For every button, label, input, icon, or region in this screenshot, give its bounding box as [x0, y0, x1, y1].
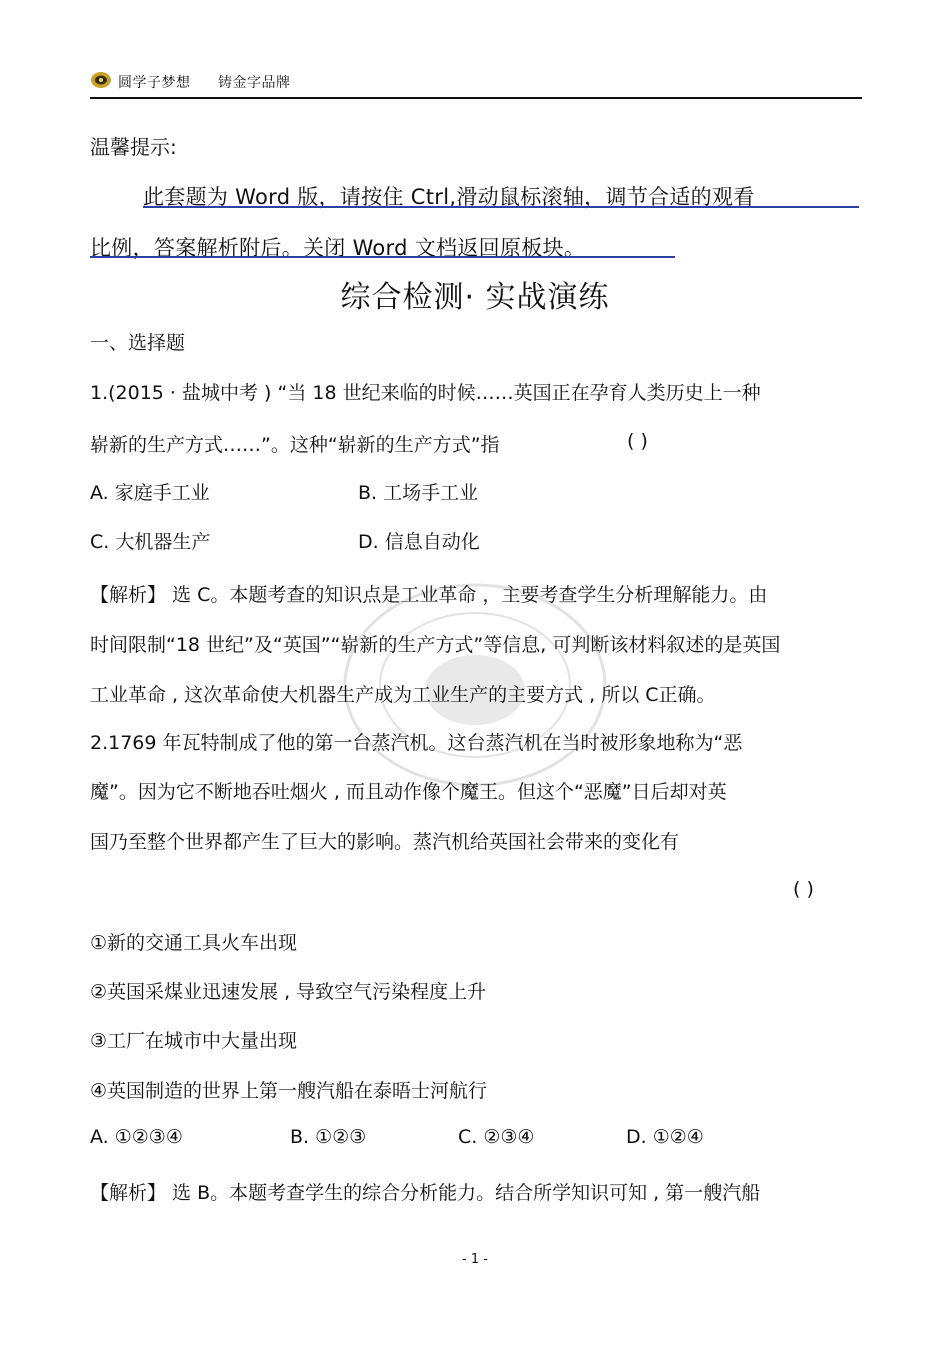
brand-logo-icon	[90, 71, 112, 89]
page-number: - 1 -	[462, 1252, 488, 1267]
header-divider	[90, 97, 862, 99]
tip-line-2: 比例，答案解析附后。关闭 Word 文档返回原板块。	[90, 236, 586, 260]
q1-option-b: B. 工场手工业	[358, 482, 479, 504]
q2-option-d: D. ①②④	[626, 1126, 704, 1148]
q1-stem-line-2: 崭新的生产方式……”。这种“崭新的生产方式”指	[90, 434, 500, 456]
q1-analysis-line-1: 【解析】 选 C。本题考查的知识点是工业革命 ，主要考查学生分析理解能力。由	[90, 584, 768, 606]
section-title: 一、选择题	[90, 332, 186, 354]
tip-line-1: 此套题为 Word 版，请按住 Ctrl,滑动鼠标滚轴，调节合适的观看	[143, 185, 755, 209]
q2-item-4: ④英国制造的世界上第一艘汽船在泰晤士河航行	[90, 1080, 488, 1102]
q1-option-d: D. 信息自动化	[358, 531, 480, 553]
q1-analysis-line-2: 时间限制“18 世纪”及“英国”“崭新的生产方式”等信息, 可判断该材料叙述的是英国	[90, 634, 781, 656]
q1-stem-line-1: 1.(2015 · 盐城中考 ) “当 18 世纪来临的时候……英国正在孕育人类历史上一种	[90, 382, 761, 404]
q2-item-3: ③工厂在城市中大量出现	[90, 1030, 298, 1052]
q2-option-c: C. ②③④	[458, 1126, 535, 1148]
q1-option-c: C. 大机器生产	[90, 531, 211, 553]
q2-option-b: B. ①②③	[290, 1126, 367, 1148]
header-brand: 圆学子梦想	[118, 75, 191, 91]
q2-answer-blank: ( )	[793, 878, 814, 900]
q1-option-a: A. 家庭手工业	[90, 482, 210, 504]
q2-stem-line-1: 2.1769 年瓦特制成了他的第一台蒸汽机。这台蒸汽机在当时被形象地称为“恶	[90, 732, 743, 754]
tip-underline-2	[90, 256, 675, 258]
q2-item-1: ①新的交通工具火车出现	[90, 932, 298, 954]
header-slogan: 铸金字品牌	[218, 75, 291, 91]
q2-stem-line-2: 魔”。因为它不断地吞吐烟火 , 而且动作像个魔王。但这个“恶魔”日后却对英	[90, 781, 727, 803]
q2-analysis-line-1: 【解析】 选 B。本题考查学生的综合分析能力。结合所学知识可知 , 第一艘汽船	[90, 1182, 761, 1204]
tip-underline-1	[143, 206, 859, 208]
tip-title: 温馨提示:	[90, 135, 177, 159]
q2-stem-line-3: 国乃至整个世界都产生了巨大的影响。蒸汽机给英国社会带来的变化有	[90, 831, 680, 853]
page-header	[90, 68, 862, 98]
q2-option-a: A. ①②③④	[90, 1126, 183, 1148]
q1-analysis-line-3: 工业革命 , 这次革命使大机器生产成为工业生产的主要方式 , 所以 C正确。	[90, 684, 716, 706]
q2-item-2: ②英国采煤业迅速发展 , 导致空气污染程度上升	[90, 981, 487, 1003]
q1-answer-blank: ( )	[627, 430, 648, 452]
page-title: 综合检测· 实战演练	[340, 280, 610, 315]
